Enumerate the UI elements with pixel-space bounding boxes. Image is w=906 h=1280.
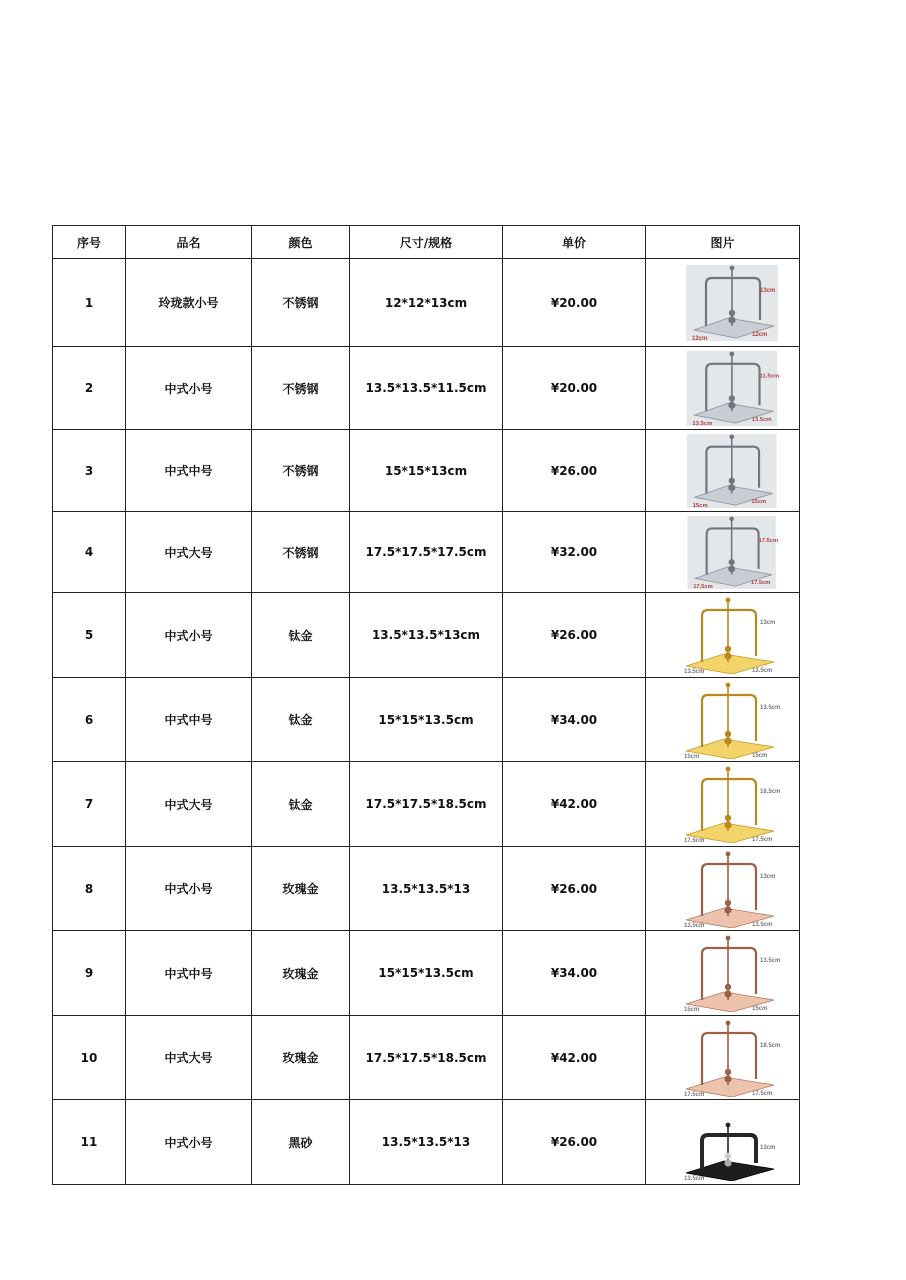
cell-product-name: 玲珑款小号 bbox=[126, 259, 252, 347]
cell-picture bbox=[646, 762, 800, 847]
header-product-name: 品名 bbox=[126, 226, 252, 259]
napkin-holder-image bbox=[658, 264, 788, 342]
napkin-holder-image bbox=[658, 850, 788, 928]
dimension-label: 12cm bbox=[751, 331, 767, 338]
napkin-holder-image bbox=[658, 1103, 788, 1181]
table-body bbox=[53, 259, 800, 1185]
cell-size-spec: 15*15*13cm bbox=[350, 430, 503, 512]
cell-serial-number: 4 bbox=[53, 512, 126, 593]
cell-size-spec: 12*12*13cm bbox=[350, 259, 503, 347]
table-row bbox=[53, 593, 800, 678]
cell-serial-number: 6 bbox=[53, 678, 126, 762]
table-row bbox=[53, 762, 800, 847]
dimension-label: 13cm bbox=[759, 873, 775, 880]
weight-ball bbox=[728, 565, 735, 572]
cell-unit-price: ¥34.00 bbox=[503, 931, 646, 1016]
weight-ball bbox=[728, 477, 734, 483]
product-price-table bbox=[52, 225, 800, 1185]
dimension-label: 17.5cm bbox=[751, 837, 772, 843]
weight-ball bbox=[724, 821, 731, 828]
header-unit-price: 单价 bbox=[503, 226, 646, 259]
napkin-holder-image bbox=[658, 681, 788, 759]
cell-serial-number: 8 bbox=[53, 847, 126, 931]
weight-ball bbox=[724, 730, 730, 736]
cell-picture bbox=[646, 1016, 800, 1100]
napkin-holder-image bbox=[658, 934, 788, 1012]
dimension-label: 15cm bbox=[751, 752, 767, 759]
rod-knob bbox=[729, 265, 734, 270]
cell-serial-number: 5 bbox=[53, 593, 126, 678]
cell-product-name: 中式中号 bbox=[126, 430, 252, 512]
dimension-label: 17.5cm bbox=[683, 1091, 704, 1097]
napkin-holder-image bbox=[658, 515, 788, 590]
cell-size-spec: 17.5*17.5*18.5cm bbox=[350, 1016, 503, 1100]
dimension-label: 13.5cm bbox=[759, 958, 780, 964]
cell-size-spec: 13.5*13.5*13cm bbox=[350, 593, 503, 678]
weight-ball bbox=[724, 1153, 730, 1159]
cell-picture bbox=[646, 931, 800, 1016]
cell-serial-number: 10 bbox=[53, 1016, 126, 1100]
cell-color: 不锈钢 bbox=[252, 259, 350, 347]
cell-serial-number: 3 bbox=[53, 430, 126, 512]
cell-color: 玫瑰金 bbox=[252, 931, 350, 1016]
rod-knob bbox=[729, 351, 734, 356]
cell-size-spec: 15*15*13.5cm bbox=[350, 678, 503, 762]
napkin-holder-image bbox=[658, 350, 788, 427]
dimension-label: 13.5cm bbox=[751, 668, 772, 674]
cell-serial-number: 7 bbox=[53, 762, 126, 847]
rod-knob bbox=[725, 851, 730, 856]
cell-color: 钛金 bbox=[252, 678, 350, 762]
cell-product-name: 中式小号 bbox=[126, 1100, 252, 1185]
cell-unit-price: ¥20.00 bbox=[503, 347, 646, 430]
cell-product-name: 中式小号 bbox=[126, 347, 252, 430]
weight-ball bbox=[724, 984, 730, 990]
header-size-spec: 尺寸/规格 bbox=[350, 226, 503, 259]
cell-color: 黑砂 bbox=[252, 1100, 350, 1185]
header-serial-number: 序号 bbox=[53, 226, 126, 259]
dimension-label: 18.5cm bbox=[759, 789, 780, 795]
cell-serial-number: 1 bbox=[53, 259, 126, 347]
header-color: 颜色 bbox=[252, 226, 350, 259]
cell-serial-number: 2 bbox=[53, 347, 126, 430]
cell-size-spec: 13.5*13.5*13 bbox=[350, 1100, 503, 1185]
weight-ball bbox=[724, 1075, 731, 1082]
cell-unit-price: ¥26.00 bbox=[503, 1100, 646, 1185]
dimension-label: 15cm bbox=[750, 498, 766, 505]
cell-size-spec: 15*15*13.5cm bbox=[350, 931, 503, 1016]
cell-product-name: 中式中号 bbox=[126, 931, 252, 1016]
rod-knob bbox=[725, 682, 730, 687]
weight-ball bbox=[728, 559, 734, 565]
dimension-label: 15cm bbox=[683, 1007, 699, 1012]
dimension-label: 13cm bbox=[759, 287, 775, 294]
weight-ball bbox=[728, 401, 735, 408]
table-row bbox=[53, 1016, 800, 1100]
weight-ball bbox=[724, 990, 731, 997]
cell-picture bbox=[646, 678, 800, 762]
cell-serial-number: 11 bbox=[53, 1100, 126, 1185]
cell-product-name: 中式大号 bbox=[126, 762, 252, 847]
cell-size-spec: 17.5*17.5*18.5cm bbox=[350, 762, 503, 847]
dimension-label: 18.5cm bbox=[759, 1042, 780, 1049]
rod-knob bbox=[725, 767, 730, 772]
cell-serial-number: 9 bbox=[53, 931, 126, 1016]
weight-ball bbox=[728, 309, 734, 315]
dimension-label: 15cm bbox=[692, 502, 708, 509]
cell-picture bbox=[646, 259, 800, 347]
dimension-label: 12cm bbox=[691, 335, 707, 342]
table-row bbox=[53, 847, 800, 931]
dimension-label: 15cm bbox=[751, 1006, 767, 1012]
cell-product-name: 中式大号 bbox=[126, 1016, 252, 1100]
napkin-holder-image bbox=[658, 1019, 788, 1097]
dimension-label: 13.5cm bbox=[691, 420, 712, 427]
cell-picture bbox=[646, 593, 800, 678]
dimension-label: 13.5cm bbox=[751, 921, 772, 928]
cell-unit-price: ¥32.00 bbox=[503, 512, 646, 593]
table-header-row bbox=[53, 226, 800, 259]
dimension-label: 13cm bbox=[759, 1145, 775, 1151]
weight-ball bbox=[724, 899, 730, 905]
cell-product-name: 中式小号 bbox=[126, 593, 252, 678]
cell-color: 钛金 bbox=[252, 762, 350, 847]
dimension-label: 17.5cm bbox=[758, 537, 778, 544]
dimension-label: 13.5cm bbox=[759, 704, 780, 711]
cell-color: 玫瑰金 bbox=[252, 847, 350, 931]
weight-ball bbox=[724, 906, 731, 913]
cell-unit-price: ¥26.00 bbox=[503, 430, 646, 512]
rod-knob bbox=[725, 936, 730, 941]
cell-picture bbox=[646, 512, 800, 593]
rod-knob bbox=[725, 1020, 730, 1025]
dimension-label: 13cm bbox=[759, 620, 775, 626]
dimension-label: 13.5cm bbox=[751, 416, 772, 423]
dimension-label: 17.5cm bbox=[683, 838, 704, 843]
dimension-label: 13.5cm bbox=[683, 669, 704, 674]
cell-picture bbox=[646, 430, 800, 512]
napkin-holder-image bbox=[658, 433, 788, 509]
dimension-label: 11.5cm bbox=[759, 373, 779, 380]
rod-knob bbox=[729, 516, 734, 521]
table-row bbox=[53, 430, 800, 512]
cell-picture bbox=[646, 1100, 800, 1185]
weight-ball bbox=[724, 1068, 730, 1074]
cell-picture bbox=[646, 347, 800, 430]
cell-unit-price: ¥42.00 bbox=[503, 762, 646, 847]
weight-ball bbox=[724, 646, 730, 652]
weight-ball bbox=[728, 484, 735, 491]
cell-color: 不锈钢 bbox=[252, 430, 350, 512]
cell-size-spec: 13.5*13.5*13 bbox=[350, 847, 503, 931]
rod-knob bbox=[729, 434, 734, 439]
dimension-label: 13.5cm bbox=[683, 922, 704, 928]
header-picture: 图片 bbox=[646, 226, 800, 259]
cell-size-spec: 17.5*17.5*17.5cm bbox=[350, 512, 503, 593]
dimension-label: 13.5cm bbox=[683, 1176, 704, 1181]
cell-color: 玫瑰金 bbox=[252, 1016, 350, 1100]
dimension-label: 17.5cm bbox=[751, 1090, 772, 1097]
cell-color: 不锈钢 bbox=[252, 512, 350, 593]
cell-unit-price: ¥26.00 bbox=[503, 847, 646, 931]
napkin-holder-image bbox=[658, 596, 788, 674]
dimension-label: 15cm bbox=[683, 753, 699, 759]
napkin-holder-image bbox=[658, 765, 788, 843]
cell-product-name: 中式大号 bbox=[126, 512, 252, 593]
table-row bbox=[53, 1100, 800, 1185]
cell-size-spec: 13.5*13.5*11.5cm bbox=[350, 347, 503, 430]
cell-unit-price: ¥42.00 bbox=[503, 1016, 646, 1100]
cell-picture bbox=[646, 847, 800, 931]
cell-product-name: 中式中号 bbox=[126, 678, 252, 762]
table-row bbox=[53, 931, 800, 1016]
cell-unit-price: ¥20.00 bbox=[503, 259, 646, 347]
weight-ball bbox=[724, 815, 730, 821]
dimension-label: 17.5cm bbox=[692, 583, 713, 590]
dimension-label: 17.5cm bbox=[750, 579, 770, 586]
weight-ball bbox=[724, 737, 731, 744]
weight-ball bbox=[728, 395, 734, 401]
table-row bbox=[53, 678, 800, 762]
weight-ball bbox=[728, 316, 735, 323]
cell-unit-price: ¥34.00 bbox=[503, 678, 646, 762]
cell-unit-price: ¥26.00 bbox=[503, 593, 646, 678]
table-row bbox=[53, 347, 800, 430]
rod-knob bbox=[725, 1123, 730, 1128]
cell-product-name: 中式小号 bbox=[126, 847, 252, 931]
weight-ball bbox=[724, 652, 731, 659]
table-row bbox=[53, 259, 800, 347]
cell-color: 不锈钢 bbox=[252, 347, 350, 430]
weight-ball bbox=[724, 1159, 731, 1166]
cell-color: 钛金 bbox=[252, 593, 350, 678]
rod-knob bbox=[725, 598, 730, 603]
table-row bbox=[53, 512, 800, 593]
